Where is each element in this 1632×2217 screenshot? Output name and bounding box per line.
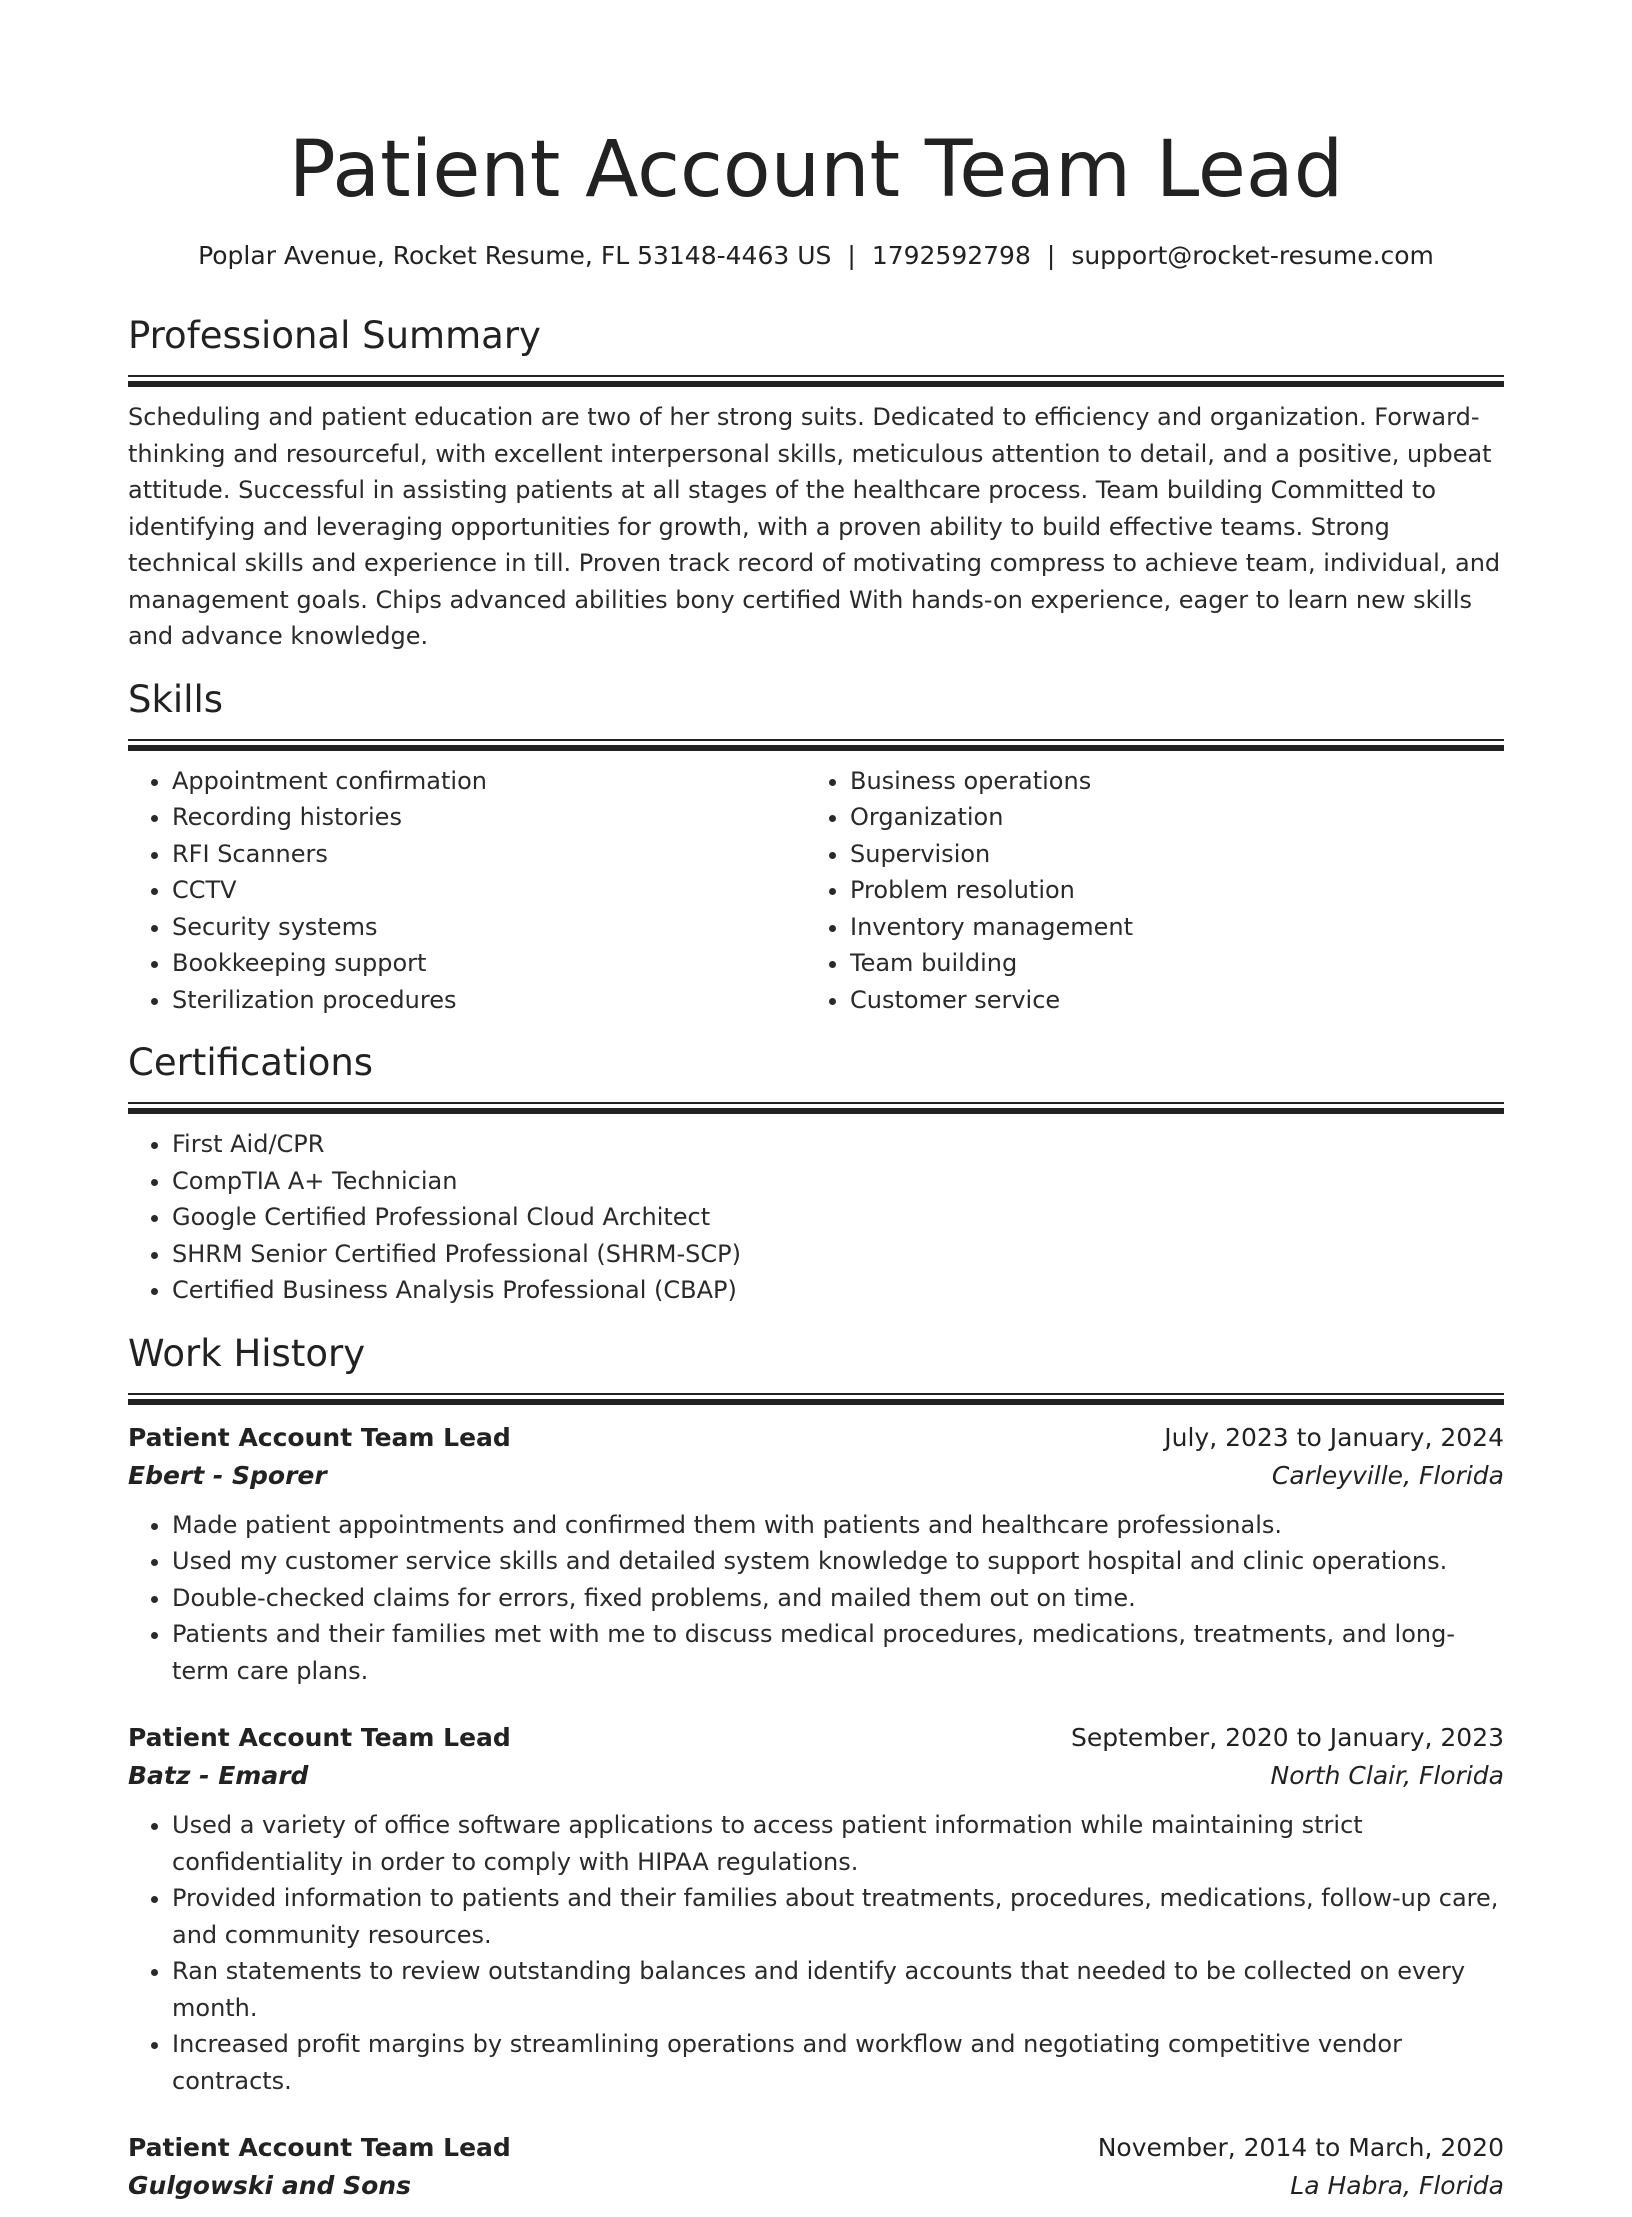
skill-item: • Bookkeeping support bbox=[172, 945, 806, 982]
contact-separator: | bbox=[847, 241, 856, 270]
job-company: Ebert - Sporer bbox=[128, 1460, 327, 1490]
job-entry bbox=[128, 1719, 1504, 2099]
skills-column-left bbox=[128, 763, 806, 1019]
skill-item: • Recording histories bbox=[172, 799, 806, 836]
job-bullet: • Used a variety of office software applications to access patient information while maintaining strict confidentiality in order to comply with HIPAA regulations. bbox=[172, 1807, 1504, 1880]
contact-phone: 1792592798 bbox=[871, 241, 1031, 270]
certification-item: • SHRM Senior Certified Professional (SHRM-SCP) bbox=[172, 1236, 1504, 1273]
section-divider bbox=[128, 1102, 1504, 1112]
job-dates: July, 2023 to January, 2024 bbox=[1164, 1422, 1504, 1452]
summary-section bbox=[128, 311, 1504, 655]
certification-item: • Google Certified Professional Cloud Architect bbox=[172, 1199, 1504, 1236]
skill-item: • RFI Scanners bbox=[172, 836, 806, 873]
certification-item: • Certified Business Analysis Professional (CBAP) bbox=[172, 1272, 1504, 1309]
section-divider bbox=[128, 1393, 1504, 1403]
summary-text: Scheduling and patient education are two of her strong suits. Dedicated to efficiency and organization. Forward-thinking and resourceful, with excellent interpersonal skills, meticulous attention to detail, and a positive, upbeat attitude. Successful in assisting patients at all stages of the healthcare process. Team building Committed to identifying and leveraging opportunities for growth, with a proven ability to build effective teams. Strong technical skills and experience in till. Proven track record of motivating compress to achieve team, individual, and management goals. Chips advanced abilities bony certified With hands-on experience, eager to learn new skills and advance knowledge. bbox=[128, 403, 1501, 650]
certification-item: • CompTIA A+ Technician bbox=[172, 1163, 1504, 1200]
job-dates: November, 2014 to March, 2020 bbox=[1097, 2133, 1504, 2162]
skill-item: • Inventory management bbox=[850, 909, 1484, 946]
job-header bbox=[128, 2129, 1504, 2167]
job-entry bbox=[128, 1419, 1504, 1690]
job-bullet: • Made patient appointments and confirmed them with patients and healthcare professionals. bbox=[172, 1507, 1504, 1544]
section-divider bbox=[128, 739, 1504, 749]
skill-item: • Organization bbox=[850, 799, 1484, 836]
section-divider bbox=[128, 375, 1504, 385]
job-bullets bbox=[128, 1807, 1504, 2099]
job-bullets bbox=[128, 1507, 1504, 1690]
skill-item: • Team building bbox=[850, 945, 1484, 982]
job-entry bbox=[128, 2129, 1504, 2205]
contact-separator: | bbox=[1046, 241, 1056, 270]
job-dates: September, 2020 to January, 2023 bbox=[1071, 1723, 1504, 1752]
job-header bbox=[128, 1419, 1504, 1457]
skill-item: • Appointment confirmation bbox=[172, 763, 806, 800]
contact-address: Poplar Avenue, Rocket Resume, FL 53148-4463 US bbox=[198, 241, 832, 270]
contact-email: support@rocket-resume.com bbox=[1071, 241, 1434, 270]
certification-item: • First Aid/CPR bbox=[172, 1126, 1504, 1163]
section-title-work-history: Work History bbox=[128, 1331, 366, 1375]
job-title: Patient Account Team Lead bbox=[128, 1422, 511, 1452]
job-location: La Habra, Florida bbox=[1290, 2171, 1504, 2200]
job-bullet: • Provided information to patients and their families about treatments, procedures, medications, follow-up care, and community resources. bbox=[172, 1880, 1504, 1953]
resume-page bbox=[128, 0, 1504, 2217]
job-bullet: • Increased profit margins by streamlining operations and workflow and negotiating competitive vendor contracts. bbox=[172, 2026, 1504, 2099]
job-header bbox=[128, 1719, 1504, 1757]
job-title: Patient Account Team Lead bbox=[128, 2133, 511, 2162]
work-history-section bbox=[128, 1329, 1504, 2206]
job-subheader bbox=[128, 1757, 1504, 1795]
skill-item: • Sterilization procedures bbox=[172, 982, 806, 1019]
skill-item: • CCTV bbox=[172, 872, 806, 909]
resume-name: Patient Account Team Lead bbox=[288, 125, 1344, 215]
job-subheader bbox=[128, 1457, 1504, 1495]
skill-item: • Problem resolution bbox=[850, 872, 1484, 909]
certifications-list bbox=[128, 1126, 1504, 1309]
skills-columns bbox=[128, 763, 1504, 1019]
section-title-summary: Professional Summary bbox=[128, 314, 541, 357]
job-bullet: • Used my customer service skills and detailed system knowledge to support hospital and clinic operations. bbox=[172, 1543, 1504, 1580]
job-bullet: • Patients and their families met with me to discuss medical procedures, medications, treatments, and long-term care plans. bbox=[172, 1616, 1504, 1689]
contact-line bbox=[128, 238, 1504, 274]
skill-item: • Supervision bbox=[850, 836, 1484, 873]
skill-item: • Security systems bbox=[172, 909, 806, 946]
job-subheader bbox=[128, 2167, 1504, 2205]
job-title: Patient Account Team Lead bbox=[128, 1723, 511, 1752]
job-company: Batz - Emard bbox=[128, 1761, 309, 1790]
section-title-skills: Skills bbox=[128, 677, 224, 721]
skills-column-right bbox=[806, 763, 1484, 1019]
certifications-section bbox=[128, 1038, 1504, 1309]
skill-item: • Customer service bbox=[850, 982, 1484, 1019]
section-title-certifications: Certifications bbox=[128, 1041, 374, 1084]
job-location: North Clair, Florida bbox=[1270, 1761, 1504, 1790]
skill-item: • Business operations bbox=[850, 763, 1484, 800]
skills-section bbox=[128, 675, 1504, 1019]
job-company: Gulgowski and Sons bbox=[128, 2171, 411, 2200]
job-bullet: • Ran statements to review outstanding balances and identify accounts that needed to be collected on every month. bbox=[172, 1953, 1504, 2026]
job-bullet: • Double-checked claims for errors, fixed problems, and mailed them out on time. bbox=[172, 1580, 1504, 1617]
job-location: Carleyville, Florida bbox=[1271, 1460, 1504, 1490]
